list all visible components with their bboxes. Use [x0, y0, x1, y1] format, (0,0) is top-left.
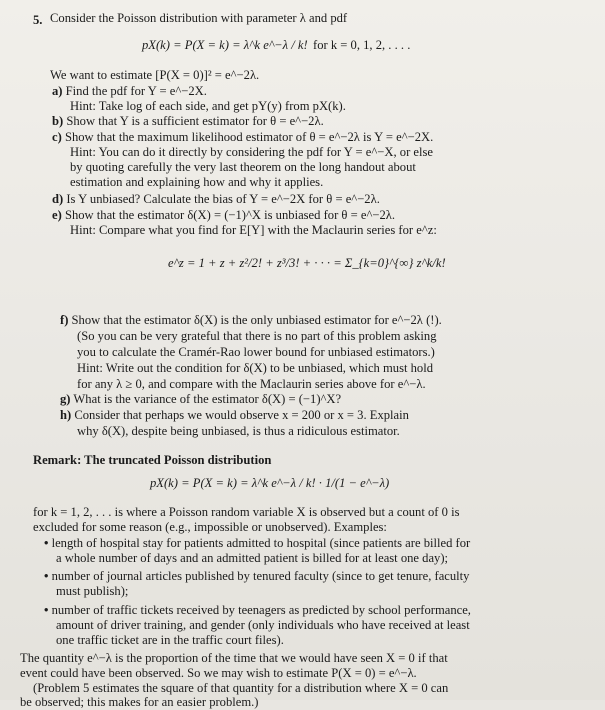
remark-line-1: for k = 1, 2, . . . is where a Poisson random variable X is observed but a count of 0 is	[33, 505, 460, 519]
remark-title: Remark: The truncated Poisson distribution	[33, 453, 272, 467]
part-g-label: g)	[60, 392, 71, 406]
estimate-line: We want to estimate [P(X = 0)]² = e^−2λ.	[50, 68, 260, 82]
bullet-2-line-2: must publish);	[56, 584, 129, 598]
part-e-label: e)	[52, 208, 62, 222]
part-c-label: c)	[52, 130, 62, 144]
closing-line-2: event could have been observed. So we may wish to estimate P(X = 0) = e^−λ.	[20, 666, 417, 680]
maclaurin-series: e^z = 1 + z + z²/2! + z³/3! + · · · = Σ_{k=0}^{∞} z^k/k!	[168, 256, 446, 270]
part-b	[52, 113, 324, 129]
pdf-formula: pX(k) = P(X = k) = λ^k e^−λ / k!	[142, 38, 308, 52]
part-a-label: a)	[52, 84, 63, 98]
remark-line-2: excluded for some reason (e.g., impossible or unobserved). Examples:	[33, 520, 387, 534]
part-e	[52, 207, 395, 223]
part-a-hint: Hint: Take log of each side, and get pY(y) from pX(k).	[70, 99, 346, 113]
part-d-label: d)	[52, 192, 64, 206]
part-f-line-2: (So you can be very grateful that there is no part of this problem asking	[77, 329, 437, 343]
part-f-label: f)	[60, 313, 69, 327]
part-h-line-2: why δ(X), despite being unbiased, is thus a ridiculous estimator.	[77, 424, 400, 438]
part-c	[52, 129, 433, 145]
part-b-label: b)	[52, 114, 64, 128]
remark-formula: pX(k) = P(X = k) = λ^k e^−λ / k! · 1/(1 − e^−λ)	[150, 476, 390, 490]
part-c-hint-1: Hint: You can do it directly by considering the pdf for Y = e^−X, or else	[70, 145, 433, 159]
part-e-text: Show that the estimator δ(X) = (−1)^X is unbiased for θ = e^−2λ.	[64, 208, 396, 222]
bullet-dot-icon: •	[44, 536, 49, 550]
part-c-hint-3: estimation and explaining how and why it applies.	[70, 175, 324, 189]
bullet-1-line-2: a whole number of days and an admitted patient is billed for at least one day);	[56, 551, 449, 565]
problem-number: 5.	[33, 13, 43, 27]
part-h	[60, 407, 409, 423]
part-h-label: h)	[60, 408, 72, 422]
part-d-text: Is Y unbiased? Calculate the bias of Y = e^−2X for θ = e^−2λ.	[66, 192, 380, 206]
part-f-line-5: for any λ ≥ 0, and compare with the Maclaurin series above for e^−λ.	[77, 377, 426, 391]
part-d	[52, 191, 380, 207]
bullet-2	[44, 568, 469, 584]
bullet-1-line-1: length of hospital stay for patients admitted to hospital (since patients are billed for	[51, 536, 471, 550]
bullet-dot-icon: •	[44, 569, 49, 583]
part-h-line-1: Consider that perhaps we would observe x = 200 or x = 3. Explain	[74, 408, 409, 422]
part-a-text: Find the pdf for Y = e^−2X.	[65, 84, 207, 98]
pdf-domain: for k = 0, 1, 2, . . . .	[313, 38, 411, 52]
bullet-3-line-3: one traffic ticket are in the traffic court files).	[56, 633, 284, 647]
part-a	[52, 83, 207, 99]
bullet-3-line-1: number of traffic tickets received by teenagers as predicted by school performance,	[51, 603, 471, 617]
part-g	[60, 391, 341, 407]
bullet-3	[44, 602, 471, 618]
part-f-line-1: Show that the estimator δ(X) is the only unbiased estimator for e^−2λ (!).	[71, 313, 442, 327]
bullet-2-line-1: number of journal articles published by tenured faculty (since to get tenure, faculty	[51, 569, 470, 583]
closing-line-1: The quantity e^−λ is the proportion of the time that we would have seen X = 0 if that	[20, 651, 448, 665]
part-c-text: Show that the maximum likelihood estimator of θ = e^−2λ is Y = e^−2X.	[64, 130, 434, 144]
part-g-text: What is the variance of the estimator δ(X) = (−1)^X?	[73, 392, 342, 406]
bullet-dot-icon: •	[44, 603, 49, 617]
closing-line-4: be observed; this makes for an easier problem.)	[20, 695, 259, 709]
part-f	[60, 312, 442, 328]
part-e-hint: Hint: Compare what you find for E[Y] with the Maclaurin series for e^z:	[70, 223, 437, 237]
part-c-hint-2: by quoting carefully the very last theorem on the long handout about	[70, 160, 416, 174]
closing-line-3: (Problem 5 estimates the square of that quantity for a distribution where X = 0 can	[33, 681, 449, 695]
bullet-1	[44, 535, 470, 551]
part-f-line-4: Hint: Write out the condition for δ(X) to be unbiased, which must hold	[77, 361, 434, 375]
bullet-3-line-2: amount of driver training, and gender (only individuals who have received at least	[56, 618, 470, 632]
problem-intro: Consider the Poisson distribution with parameter λ and pdf	[50, 11, 348, 25]
part-f-line-3: you to calculate the Cramér-Rao lower bound for unbiased estimators.)	[77, 345, 435, 359]
part-b-text: Show that Y is a sufficient estimator for θ = e^−2λ.	[66, 114, 324, 128]
